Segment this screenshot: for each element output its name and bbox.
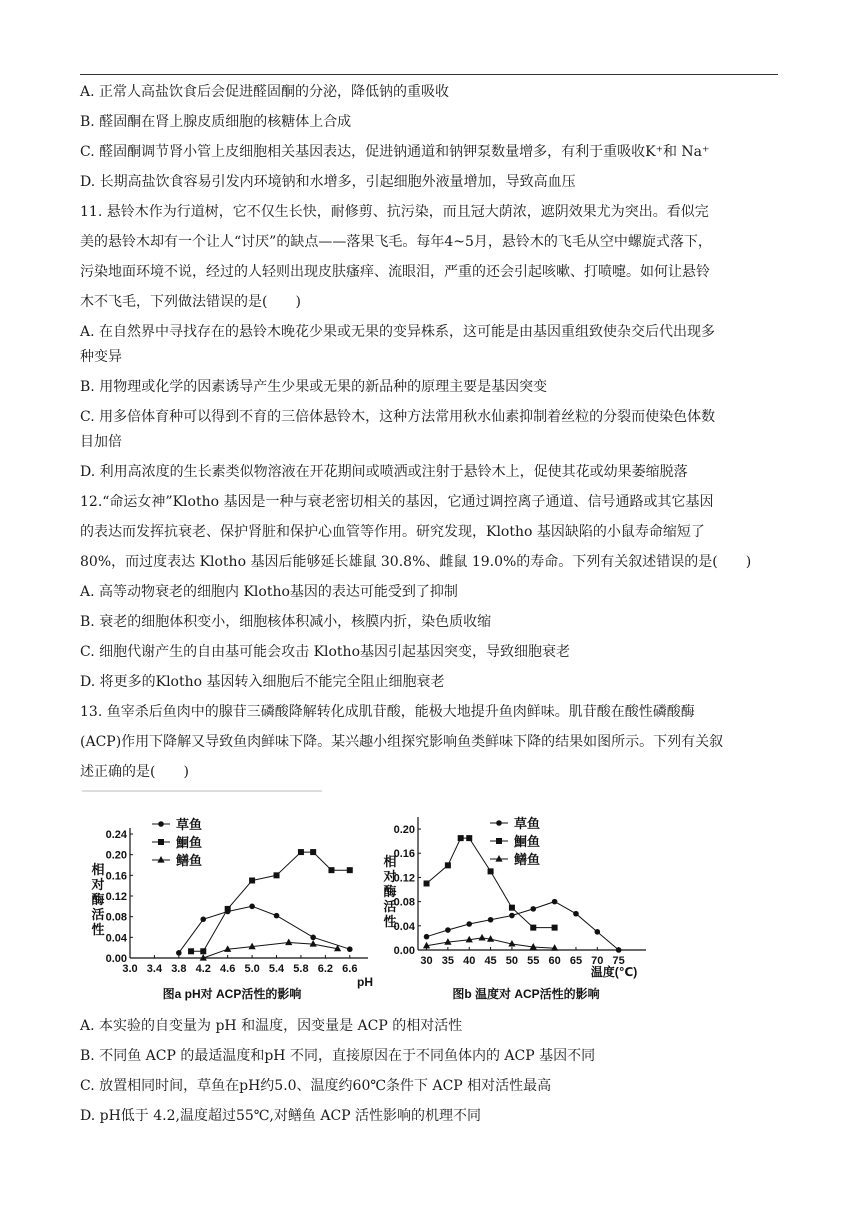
- data-point-square: [274, 872, 280, 878]
- data-point-square: [445, 862, 451, 868]
- x-tick-label: 3.0: [122, 963, 138, 975]
- y-tick-label: 0.12: [105, 891, 127, 903]
- data-point-square: [298, 849, 304, 855]
- legend-label: 鮰鱼: [176, 835, 203, 850]
- y-axis-label: 活: [383, 899, 397, 914]
- y-axis-label: 对: [91, 877, 105, 892]
- q12-option-b: B. 衰老的细胞体积变小，细胞核体积减小，核膜内折，染色质收缩: [80, 614, 492, 630]
- x-axis-label: pH: [357, 975, 373, 989]
- legend-marker-square: [496, 838, 502, 844]
- y-tick-label: 0.08: [105, 911, 127, 924]
- q13-option-b: B. 不同鱼 ACP 的最适温度和pH 不同，直接原因在于不同鱼体内的 ACP 基因不同: [80, 1048, 596, 1064]
- data-point-circle: [509, 913, 515, 919]
- q11-option-a-cont: 种变异: [80, 349, 122, 365]
- legend-marker-circle: [496, 820, 502, 826]
- y-tick-label: 0.04: [105, 932, 127, 945]
- data-point-square: [466, 835, 472, 841]
- x-tick-label: 75: [612, 955, 625, 967]
- legend-label: 鳝鱼: [514, 852, 541, 867]
- chart-title: 图b 温度对 ACP活性的影响: [452, 987, 600, 1001]
- y-tick-label: 0.16: [393, 848, 415, 861]
- x-tick-label: 60: [548, 955, 561, 967]
- header-rule: [80, 74, 778, 75]
- y-tick-label: 0.00: [393, 945, 415, 957]
- chart-title: 图a pH对 ACP活性的影响: [162, 987, 302, 1001]
- q12-stem-line-1: 12.“命运女神”Klotho 基因是一种与衰老密切相关的基因，它通过调控离子通道、信号通路或其它基因: [80, 494, 714, 510]
- x-tick-label: 5.0: [244, 963, 260, 975]
- x-tick-label: 40: [463, 955, 476, 967]
- legend-label: 鳝鱼: [176, 853, 203, 868]
- q11-option-d: D. 利用高浓度的生长素类似物溶液在开花期间或喷洒或注射于悬铃木上，促使其花或幼果萎缩脱落: [80, 464, 688, 480]
- y-tick-label: 0.00: [105, 953, 127, 965]
- data-point-triangle: [310, 940, 317, 947]
- series-line-circle: [427, 902, 619, 950]
- x-tick-label: 50: [505, 955, 519, 967]
- q12-stem-line-3: 80%，而过度表达 Klotho 基因后能够延长雄鼠 30.8%、雌鼠 19.0%的寿命。下列有关叙述错误的是( ): [80, 554, 752, 570]
- y-tick-label: 0.24: [105, 829, 127, 841]
- data-point-square: [347, 867, 353, 873]
- q10-option-d: D. 长期高盐饮食容易引发内环境钠和水增多，引起细胞外液量增加，导致高血压: [80, 174, 576, 190]
- q11-option-c: C. 用多倍体育种可以得到不育的三倍体悬铃木，这种方法常用秋水仙素抑制着丝粒的分裂而使染色体数: [80, 409, 716, 425]
- y-tick-label: 0.20: [105, 849, 127, 862]
- data-point-circle: [573, 911, 579, 917]
- q13-stem-line-1: 13. 鱼宰杀后鱼肉中的腺苷三磷酸降解转化成肌苷酸，能极大地提升鱼肉鲜味。肌苷酸在酸性磷酸酶: [80, 704, 695, 720]
- legend-marker-triangle: [495, 855, 502, 862]
- data-point-circle: [176, 950, 182, 956]
- data-point-square: [552, 925, 558, 931]
- data-point-circle: [616, 947, 622, 953]
- x-tick-label: 30: [420, 955, 433, 967]
- data-point-circle: [530, 906, 536, 912]
- x-tick-label: 4.2: [195, 963, 211, 975]
- x-tick-label: 35: [441, 955, 455, 967]
- q13-option-d: D. pH低于 4.2,温度超过55℃,对鳝鱼 ACP 活性影响的机理不同: [80, 1108, 482, 1124]
- data-point-circle: [249, 904, 255, 910]
- legend-label: 草鱼: [176, 817, 203, 832]
- y-tick-label: 0.16: [105, 870, 127, 883]
- q10-option-b: B. 醛固酮在肾上腺皮质细胞的核糖体上合成: [80, 114, 352, 130]
- x-tick-label: 3.8: [171, 963, 187, 975]
- x-tick-label: 3.4: [146, 963, 163, 975]
- q12-option-c: C. 细胞代谢产生的自由基可能会攻击 Klotho基因引起基因突变，导致细胞衰老: [80, 644, 570, 660]
- x-tick-label: 65: [569, 955, 583, 967]
- q12-option-a: A. 高等动物衰老的细胞内 Klotho基因的表达可能受到了抑制: [80, 584, 458, 600]
- y-axis-label: 活: [91, 907, 105, 922]
- y-axis-label: 相: [383, 854, 397, 869]
- x-tick-label: 5.8: [293, 963, 309, 975]
- q12-stem-line-2: 的表达而发挥抗衰老、保护肾脏和保护心血管等作用。研究发现，Klotho 基因缺陷的小鼠寿命缩短了: [80, 524, 705, 540]
- q11-stem-line-2: 美的悬铃木却有一个让人“讨厌”的缺点——落果飞毛。每年4~5月，悬铃木的飞毛从空中螺旋式落下，: [80, 234, 712, 250]
- data-point-square: [328, 867, 334, 873]
- x-tick-label: 70: [591, 955, 604, 967]
- series-line-square: [191, 852, 350, 951]
- series-line-triangle: [203, 943, 337, 959]
- q12-option-d: D. 将更多的Klotho 基因转入细胞后不能完全阻止细胞衰老: [80, 674, 445, 690]
- data-point-circle: [274, 913, 280, 919]
- data-point-square: [188, 948, 194, 954]
- q11-option-b: B. 用物理或化学的因素诱导产生少果或无果的新品种的原理主要是基因突变: [80, 379, 548, 395]
- q13-stem-line-2: (ACP)作用下降解又导致鱼肉鲜味下降。某兴趣小组探究影响鱼类鲜味下降的结果如图所示。下列有关叙: [80, 734, 724, 750]
- data-point-square: [509, 905, 515, 911]
- data-point-square: [424, 880, 430, 886]
- q11-option-a: A. 在自然界中寻找存在的悬铃木晚花少果或无果的变异株系，这可能是由基因重组致使杂交后代出现多: [80, 324, 716, 340]
- data-point-square: [225, 906, 231, 912]
- q13-stem-line-3: 述正确的是( ): [80, 764, 189, 780]
- y-axis-label: 对: [383, 869, 397, 884]
- y-tick-label: 0.12: [393, 872, 415, 885]
- figure-a-ph-chart: [82, 790, 382, 1012]
- data-point-square: [530, 925, 536, 931]
- data-point-circle: [347, 946, 353, 952]
- data-point-circle: [200, 916, 206, 922]
- x-tick-label: 6.6: [342, 963, 358, 975]
- data-point-circle: [466, 921, 472, 927]
- data-point-circle: [595, 929, 601, 935]
- q11-stem-line-4: 木不飞毛，下列做法错误的是( ): [80, 294, 301, 310]
- q10-option-c: C. 醛固酮调节肾小管上皮细胞相关基因表达，促进钠通道和钠钾泵数量增多，有利于重吸收K⁺和 Na⁺: [80, 144, 710, 160]
- data-point-triangle: [285, 939, 292, 946]
- q13-option-c: C. 放置相同时间，草鱼在pH约5.0、温度约60℃条件下 ACP 相对活性最高: [80, 1078, 552, 1094]
- y-tick-label: 0.08: [393, 896, 415, 909]
- data-point-triangle: [551, 944, 558, 951]
- x-tick-label: 5.4: [268, 963, 285, 975]
- y-axis-label: 性: [383, 914, 397, 929]
- data-point-square: [488, 868, 494, 874]
- data-point-circle: [488, 917, 494, 923]
- data-point-circle: [552, 899, 558, 905]
- data-point-square: [200, 948, 206, 954]
- data-point-circle: [310, 935, 316, 941]
- q13-option-a: A. 本实验的自变量为 pH 和温度，因变量是 ACP 的相对活性: [80, 1018, 463, 1034]
- x-tick-label: 45: [484, 955, 497, 967]
- y-axis-label: 酶: [383, 884, 397, 899]
- q10-option-a: A. 正常人高盐饮食后会促进醛固酮的分泌，降低钠的重吸收: [80, 84, 450, 100]
- y-axis-label: 相: [91, 862, 105, 877]
- x-tick-label: 6.2: [317, 963, 334, 975]
- legend-label: 鮰鱼: [514, 834, 541, 849]
- data-point-square: [458, 835, 464, 841]
- x-tick-label: 55: [527, 955, 540, 967]
- q11-stem-line-3: 污染地面环境不说，经过的人轻则出现皮肤瘙痒、流眼泪，严重的还会引起咳嗽、打喷嚏。如何让悬铃: [80, 264, 710, 280]
- x-axis-label: 温度(℃): [590, 965, 638, 979]
- q11-stem-line-1: 11. 悬铃木作为行道树，它不仅生长快，耐修剪、抗污染，而且冠大荫浓，遮阴效果尤为突出。看似完: [80, 204, 709, 220]
- data-point-circle: [424, 934, 430, 940]
- y-axis-label: 性: [91, 922, 105, 937]
- data-point-square: [310, 849, 316, 855]
- y-tick-label: 0.04: [393, 920, 415, 933]
- y-axis-label: 酶: [91, 892, 105, 907]
- legend-label: 草鱼: [514, 816, 541, 831]
- data-point-square: [249, 878, 255, 884]
- legend-marker-circle: [158, 821, 164, 827]
- q11-option-c-cont: 目加倍: [80, 434, 122, 450]
- y-tick-label: 0.20: [393, 824, 415, 837]
- figure-b-temperature-chart: [378, 790, 648, 1012]
- data-point-circle: [445, 927, 451, 933]
- legend-marker-square: [158, 839, 164, 845]
- data-point-triangle: [478, 934, 485, 941]
- legend-marker-triangle: [157, 856, 164, 863]
- x-tick-label: 4.6: [220, 963, 236, 975]
